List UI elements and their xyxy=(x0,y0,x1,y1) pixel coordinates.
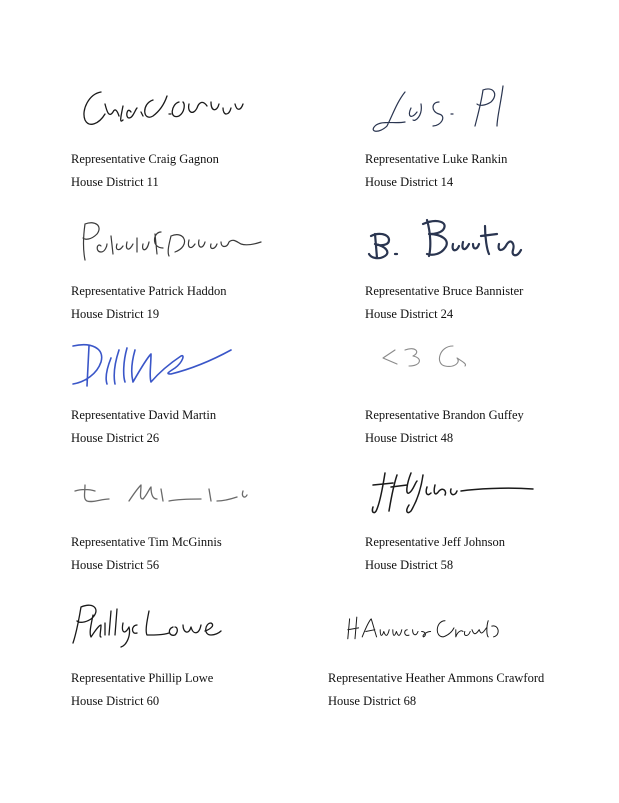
signature-image xyxy=(71,214,271,284)
house-district: House District 48 xyxy=(365,431,454,445)
signature-image xyxy=(328,601,508,671)
representative-name: Representative Phillip Lowe xyxy=(71,671,214,685)
house-district: House District 56 xyxy=(71,558,160,572)
house-district: House District 19 xyxy=(71,307,160,321)
representative-name: Representative Heather Ammons Crawford xyxy=(328,671,545,685)
representative-name: Representative Craig Gagnon xyxy=(71,152,219,166)
signature-image xyxy=(71,338,271,408)
signature-image xyxy=(365,214,565,284)
house-district: House District 11 xyxy=(71,175,159,189)
signature-image xyxy=(365,465,565,535)
signature-image xyxy=(365,82,565,152)
representative-name: Representative Brandon Guffey xyxy=(365,408,524,422)
representative-name: Representative David Martin xyxy=(71,408,217,422)
house-district: House District 60 xyxy=(71,694,160,708)
house-district: House District 58 xyxy=(365,558,454,572)
representative-name: Representative Tim McGinnis xyxy=(71,535,222,549)
signature-image xyxy=(365,338,565,408)
signature-image xyxy=(71,82,271,152)
representative-name: Representative Luke Rankin xyxy=(365,152,508,166)
representative-name: Representative Bruce Bannister xyxy=(365,284,524,298)
house-district: House District 26 xyxy=(71,431,160,445)
house-district: House District 68 xyxy=(328,694,417,708)
representative-name: Representative Jeff Johnson xyxy=(365,535,506,549)
representative-name: Representative Patrick Haddon xyxy=(71,284,227,298)
signature-image xyxy=(71,601,271,671)
house-district: House District 24 xyxy=(365,307,454,321)
signature-image xyxy=(71,465,271,535)
house-district: House District 14 xyxy=(365,175,454,189)
